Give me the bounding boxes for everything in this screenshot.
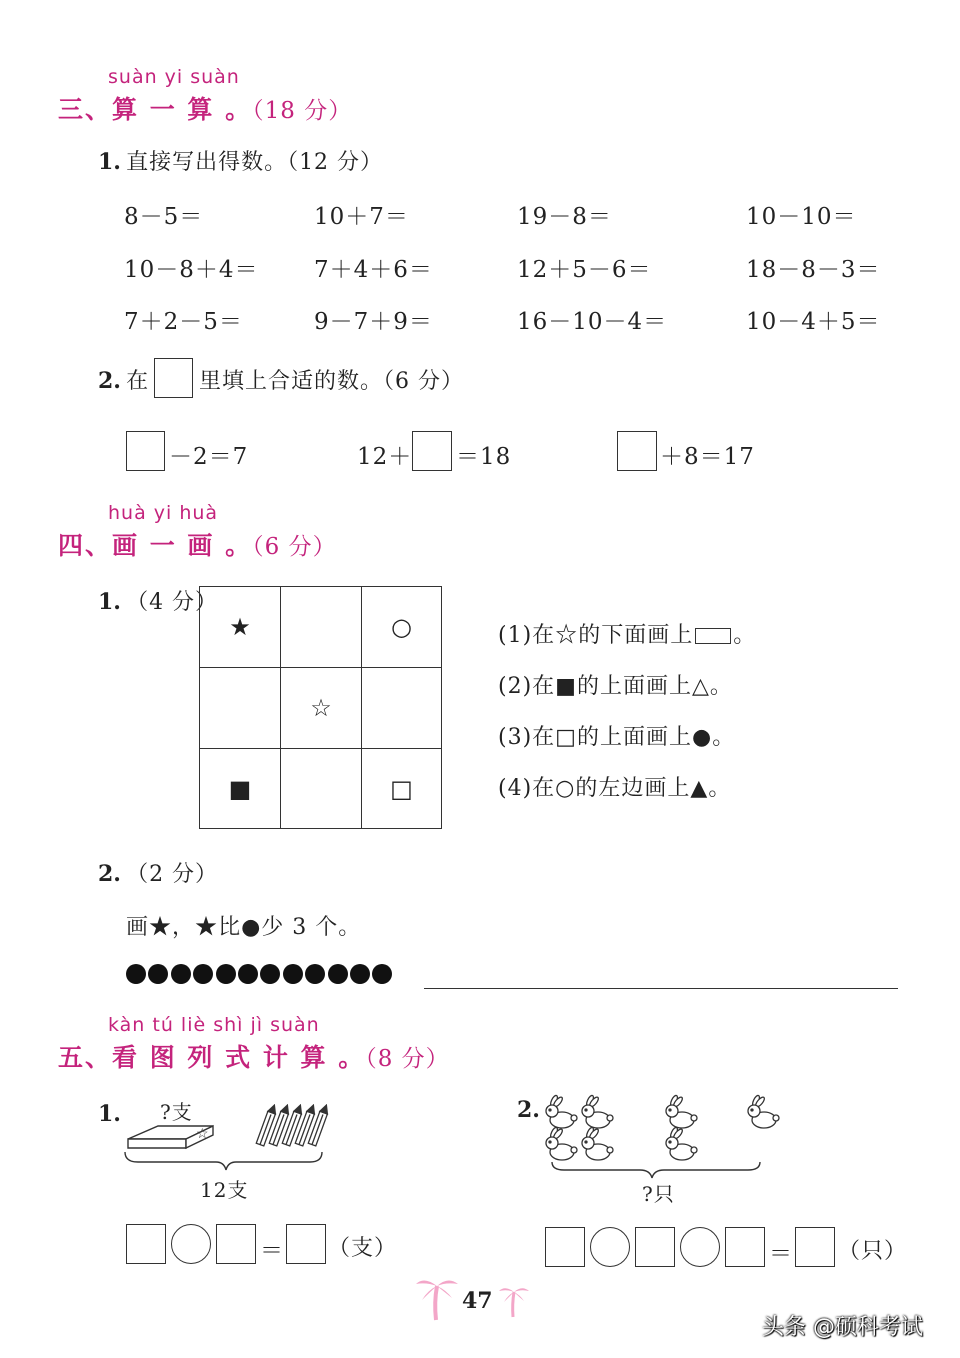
rabbit-icon xyxy=(546,1127,577,1160)
arithmetic-item[interactable]: 12＋5－6＝ xyxy=(517,257,652,283)
black-circle-icon: ● xyxy=(241,915,262,940)
palm-tree-icon xyxy=(498,1282,530,1318)
black-dot-icon xyxy=(372,964,392,984)
arithmetic-item[interactable]: 10－4＋5＝ xyxy=(746,309,881,335)
arithmetic-item[interactable]: 7＋2－5＝ xyxy=(124,309,243,335)
q3-1-text: 直接写出得数。（12 分） xyxy=(126,150,384,175)
answer-box[interactable] xyxy=(545,1227,585,1267)
answer-line[interactable] xyxy=(424,988,898,989)
rabbit-icon xyxy=(582,1127,613,1160)
operator-circle[interactable] xyxy=(590,1227,630,1267)
answer-box[interactable] xyxy=(617,431,657,471)
q4-1-points: （4 分） xyxy=(126,590,219,615)
operator-circle[interactable] xyxy=(171,1224,211,1264)
section4-title xyxy=(58,526,337,562)
svg-text:☆: ☆ xyxy=(196,1126,209,1142)
equals-sign: ＝ xyxy=(769,1241,793,1267)
q5-2-number: 2. xyxy=(517,1097,540,1123)
q5-2-total-label: ?只 xyxy=(642,1182,675,1206)
fill-equation-1: －2＝7 xyxy=(169,444,249,470)
instruction-mid: 的上面画上 xyxy=(576,725,692,750)
instruction-pre: (1)在 xyxy=(498,623,556,648)
q4-2-number: 2. xyxy=(98,861,121,887)
answer-box[interactable] xyxy=(635,1227,675,1267)
q4-2-heading xyxy=(98,857,218,888)
q3-1-heading xyxy=(98,145,383,176)
grid-cell[interactable] xyxy=(280,667,362,749)
arithmetic-item[interactable]: 10－8＋4＝ xyxy=(124,257,259,283)
instruction-mid: 的左边画上 xyxy=(575,776,691,801)
answer-box[interactable] xyxy=(795,1227,835,1267)
answer-box[interactable] xyxy=(216,1224,256,1264)
q3-2-number: 2. xyxy=(98,368,121,394)
section4-points: （6 分） xyxy=(252,534,337,560)
rabbit-icon xyxy=(582,1095,613,1128)
answer-box[interactable] xyxy=(126,431,165,471)
black-triangle-icon: ▲ xyxy=(690,776,709,801)
section5-pinyin: kàn tú liè shì jì suàn xyxy=(108,1014,320,1036)
watermark: 头条 @硕科考试 xyxy=(762,1315,923,1340)
section3-points: （18 分） xyxy=(252,98,353,124)
black-dot-icon xyxy=(350,964,370,984)
grid-cell[interactable] xyxy=(280,586,362,668)
circle-outline-icon: ○ xyxy=(555,776,576,801)
q4-2-points: （2 分） xyxy=(126,862,219,887)
rabbit-icon xyxy=(666,1095,697,1128)
instruction-pre: (3)在 xyxy=(498,725,556,750)
white-star-icon: ☆ xyxy=(310,694,332,722)
grid-cell[interactable] xyxy=(361,748,442,829)
instruction-end: 。 xyxy=(712,725,736,750)
arithmetic-item[interactable]: 7＋4＋6＝ xyxy=(314,257,433,283)
rabbits-picture xyxy=(540,1090,790,1180)
q3-2-heading xyxy=(98,364,149,395)
q5-1-unit: （支） xyxy=(328,1236,398,1261)
instruction-mid: 的下面画上 xyxy=(578,623,694,648)
fill-equation-3: ＋8＝17 xyxy=(660,444,755,470)
section5-points: （8 分） xyxy=(365,1046,450,1072)
black-dot-icon xyxy=(126,964,146,984)
black-dot-icon xyxy=(328,964,348,984)
text-comma: ， xyxy=(172,915,196,940)
arithmetic-item[interactable]: 18－8－3＝ xyxy=(746,257,881,283)
instruction-3 xyxy=(498,720,735,751)
rabbit-icon xyxy=(666,1127,697,1160)
section5-title xyxy=(58,1038,450,1074)
instruction-mid: 的上面画上 xyxy=(576,674,692,699)
black-dot-icon xyxy=(171,964,191,984)
arithmetic-item[interactable]: 16－10－4＝ xyxy=(517,309,668,335)
section3-pinyin: suàn yi suàn xyxy=(108,66,240,88)
brace-icon xyxy=(552,1162,760,1178)
q4-1-number: 1. xyxy=(98,589,121,615)
q3-2-pre: 在 xyxy=(126,369,150,394)
instruction-end: 。 xyxy=(733,623,757,648)
grid-cell[interactable] xyxy=(361,667,442,749)
black-dot-icon xyxy=(260,964,280,984)
instruction-end: 。 xyxy=(709,674,733,699)
section4-title-text: 四、画 一 画 。 xyxy=(58,531,253,560)
text-compare: 比 xyxy=(218,915,242,940)
arithmetic-item[interactable]: 9－7＋9＝ xyxy=(314,309,433,335)
pencil-box-picture xyxy=(118,1104,338,1174)
black-dot-icon xyxy=(238,964,258,984)
instruction-end: 。 xyxy=(708,776,732,801)
page-number: 47 xyxy=(462,1288,493,1314)
grid-cell[interactable] xyxy=(199,748,281,829)
example-answer-box xyxy=(154,358,193,398)
answer-box[interactable] xyxy=(126,1224,166,1264)
arithmetic-item[interactable]: 10－10＝ xyxy=(746,204,857,230)
section5-title-text: 五、看 图 列 式 计 算 。 xyxy=(58,1043,366,1072)
pencil-box-icon xyxy=(128,1126,213,1148)
white-square-icon: □ xyxy=(555,725,577,750)
q5-2-unit: （只） xyxy=(838,1239,908,1264)
text-end: 少 3 个。 xyxy=(261,915,362,940)
palm-tree-icon xyxy=(414,1272,460,1322)
grid-cell[interactable] xyxy=(280,748,362,829)
grid-cell[interactable] xyxy=(199,586,281,668)
section3-title-text: 三、算 一 算 。 xyxy=(58,95,253,124)
text-draw: 画 xyxy=(126,915,150,940)
q5-1-total-label: 12支 xyxy=(200,1178,249,1202)
black-dot-icon xyxy=(305,964,325,984)
answer-box[interactable] xyxy=(286,1224,326,1264)
black-dot-icon xyxy=(283,964,303,984)
black-square-icon: ■ xyxy=(228,775,252,803)
answer-box[interactable] xyxy=(725,1227,765,1267)
fill-equation-2-post: ＝18 xyxy=(456,444,512,470)
instruction-2 xyxy=(498,669,733,700)
instruction-pre: (2)在 xyxy=(498,674,556,699)
black-star-icon: ★ xyxy=(229,613,251,641)
rabbit-icon xyxy=(546,1095,577,1128)
circle-outline-icon: ○ xyxy=(391,613,412,641)
grid-cell[interactable] xyxy=(361,586,442,668)
black-star-icon: ★ xyxy=(149,915,173,940)
q3-1-number: 1. xyxy=(98,149,121,175)
black-dots-row xyxy=(126,963,395,984)
instruction-pre: (4)在 xyxy=(498,776,556,801)
answer-box[interactable] xyxy=(412,431,452,471)
section3-title xyxy=(58,90,352,126)
triangle-outline-icon: △ xyxy=(691,674,710,699)
fill-equation-2-pre: 12＋ xyxy=(357,444,413,470)
rectangle-outline-icon xyxy=(695,628,731,644)
grid-cell[interactable] xyxy=(199,667,281,749)
white-star-icon: ☆ xyxy=(555,623,579,648)
q4-2-text xyxy=(126,910,361,941)
equals-sign: ＝ xyxy=(260,1238,284,1264)
q5-1-question-label: ?支 xyxy=(160,1100,193,1124)
arithmetic-item[interactable]: 8－5＝ xyxy=(124,204,204,230)
black-square-icon: ■ xyxy=(555,674,577,699)
q5-1-number: 1. xyxy=(98,1101,121,1127)
section4-pinyin: huà yi huà xyxy=(108,502,219,524)
black-dot-icon xyxy=(148,964,168,984)
arithmetic-item[interactable]: 10＋7＝ xyxy=(314,204,409,230)
black-dot-icon xyxy=(216,964,236,984)
white-square-icon: □ xyxy=(390,775,413,803)
black-circle-icon: ● xyxy=(691,725,713,750)
operator-circle[interactable] xyxy=(680,1227,720,1267)
rabbit-icon xyxy=(748,1095,779,1128)
arithmetic-item[interactable]: 19－8＝ xyxy=(517,204,612,230)
black-dot-icon xyxy=(193,964,213,984)
instruction-1 xyxy=(498,618,756,649)
pencils-icon xyxy=(256,1104,330,1146)
black-star-icon: ★ xyxy=(195,915,219,940)
q3-2-text: 里填上合适的数。（6 分） xyxy=(199,369,464,394)
brace-icon xyxy=(125,1152,322,1170)
instruction-4 xyxy=(498,771,731,802)
